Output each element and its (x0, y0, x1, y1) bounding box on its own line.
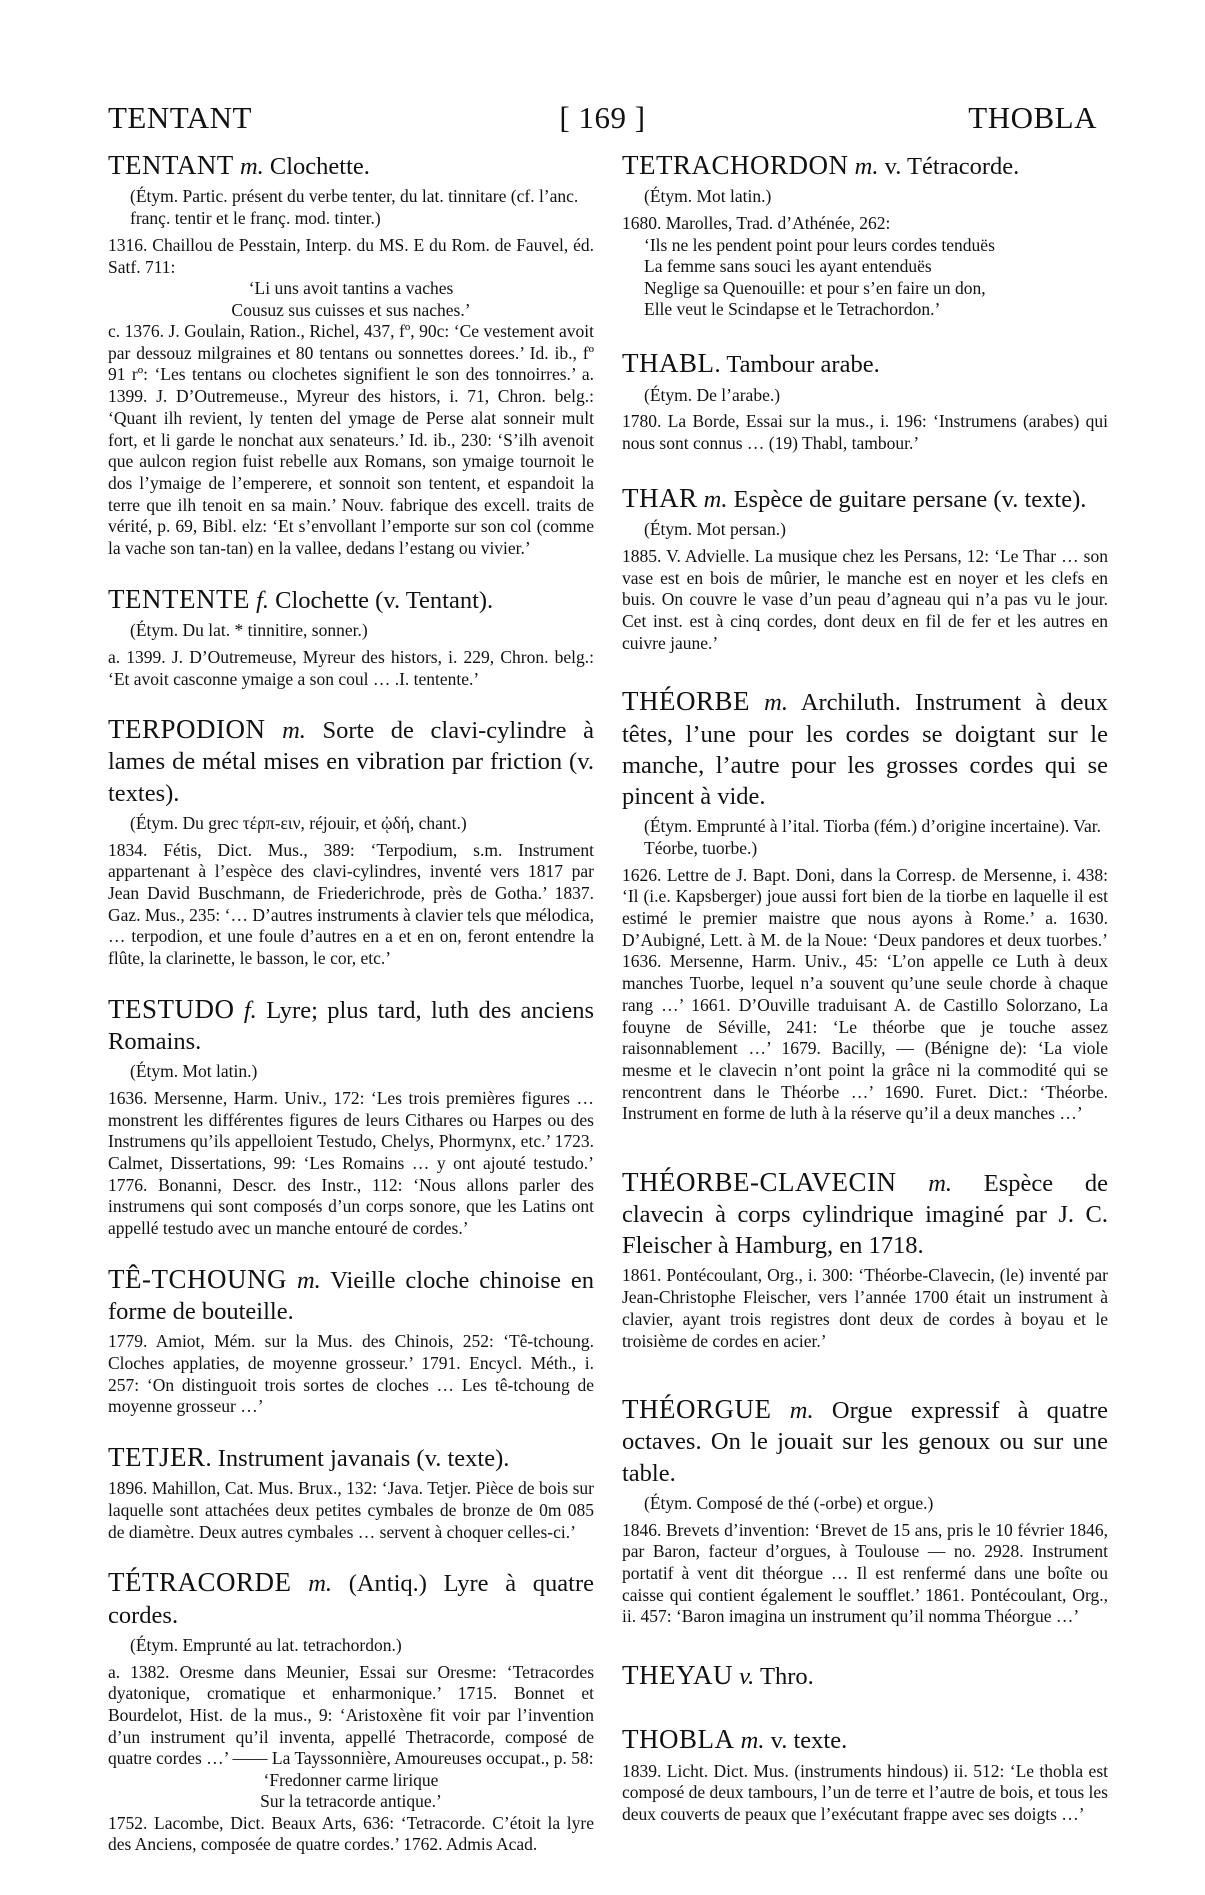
citations: 1626. Lettre de J. Bapt. Doni, dans la Corresp. de Mersenne, i. 438: ‘Il (i.e. Kapsberger) joue aussi fort bien de la tiorbe en laquelle il est estimé le premier maistre que nous ayons à Rome.’ a. 1630. D’Aubigné, Lett. à M. de la Noue: ‘Deux pandores et deux tuorbes.’ 1636. Mersenne, Harm. Univ., 45: ‘L’on appelle ce Luth à deux manches Tuorbe, lequel n’a souvent qu’une seule chorde à chaque rang …’ 1661. D’Ouville traduisant A. de Castillo Solorzano, La fouyne de Séville, 241: ‘Le théorbe que je touche assez raisonnablement …’ 1679. Bacilly, — (Bénigne de): ‘La viole mesme et le clavecin n’ont point la grâce ni la commodité qui se rencontrent dans le Théorbe …’ 1690. Furet. Dict.: ‘Théorbe. Instrument en forme de luth à la réserve qu’il a deux manches …’ (622, 864, 1108, 1124)
verse-quote: ‘Li uns avoit tantins a vaches Cousuz sus cuisses et sus naches.’ (231, 278, 471, 320)
entry-headline (622, 684, 1108, 812)
etymology: (Étym. Emprunté au lat. tetrachordon.) (130, 1634, 402, 1655)
grammatical-gender: m. (740, 1727, 765, 1755)
citations: a. 1382. Oresme dans Meunier, Essai sur Oresme: ‘Tetracordes dyatonique, cromatique et enharmonique.’ 1715. Bonnet et Bourdelot, Hist. de la mus., 9: ‘Aristoxène fit voir par l’invention d’un instrument qu’il inventa, appellé Thetracorde, composé de quatre cordes …’ —— La Tayssonnière, Amoureuses occupat., p. 58: (108, 1661, 594, 1769)
entry-headline (622, 1392, 1108, 1489)
citations: 1636. Mersenne, Harm. Univ., 172: ‘Les trois premières figures … monstrent les différentes figures de leurs Cithares ou Harpes ou des Instrumens qu’ils appelloient Testudo, Chelys, Phormynx, etc.’ 1723. Calmet, Dissertations, 99: ‘Les Romains … y ont ajouté testudo.’ 1776. Bonanni, Descr. des Instr., 112: ‘Nous allons parler des instrumens qui sont composés d’un corps sonore, que les Latins ont appellé testudo avec un manche entouré de cordes.’ (108, 1087, 594, 1239)
cross-reference: Thro. (760, 1663, 814, 1691)
entry-headline (108, 1565, 594, 1630)
verse-quote: ‘Ils ne les pendent point pour leurs cordes tenduës La femme sans souci les ayant entenduës Neglige sa Quenouille: et pour s’en faire un don, Elle veut le Scindapse et le Tetrachordon.’ (644, 234, 995, 319)
entry-te-tchoung (108, 1262, 594, 1418)
left-column (108, 148, 594, 1878)
entry-testudo (108, 992, 594, 1240)
headword: THEYAU (622, 1660, 733, 1691)
entry-headline (622, 481, 1108, 515)
entry-headline (108, 712, 594, 809)
entry-thobla (622, 1722, 1108, 1825)
citations: 1839. Licht. Dict. Mus. (instruments hindous) ii. 512: ‘Le thobla est composé de deux tambours, l’un de terre et l’autre de bois, et tous les deux couverts de peaux que l’exécutant frappe avec ses doigts …’ (622, 1760, 1108, 1824)
entry-terpodion (108, 712, 594, 970)
grammatical-gender: m. (928, 1169, 953, 1197)
entry-thabl (622, 346, 1108, 455)
entry-tetrachordon (622, 148, 1108, 320)
citations: 1779. Amiot, Mém. sur la Mus. des Chinois, 252: ‘Tê-tchoung. Cloches applaties, de moyenne grosseur.’ 1791. Encycl. Méth., i. 257: ‘On distinguoit trois sortes de cloches … Les tê-tchoung de moyenne grosseur …’ (108, 1331, 594, 1417)
entry-headline: THABL. Tambour arabe. (622, 348, 880, 379)
cross-reference-marker: v. (739, 1663, 755, 1691)
definition: Instrument javanais (v. texte). (217, 1444, 510, 1472)
etymology: (Étym. Emprunté à l’ital. Tiorba (fém.) d’origine incertaine). Var. Téorbe, tuorbe.) (644, 815, 1101, 858)
etymology: (Étym. Du lat. * tinnitire, sonner.) (130, 619, 368, 640)
definition: Clochette (v. Tentant). (275, 586, 494, 614)
etymology: (Étym. De l’arabe.) (644, 384, 781, 405)
right-column (622, 148, 1108, 1848)
headword: THÉORGUE (622, 1394, 772, 1425)
entry-headline: TETJER. Instrument javanais (v. texte). (108, 1441, 510, 1472)
definition: v. Tétracorde. (884, 153, 1020, 180)
citations: 1896. Mahillon, Cat. Mus. Brux., 132: ‘Java. Tetjer. Pièce de bois sur laquelle sont attachées deux petites cymbales de bronze de 0m 085 de diamètre. Deux autres cymbales … servent à choquer celles-ci.’ (108, 1478, 594, 1542)
grammatical-gender: m. (308, 1570, 333, 1598)
citations: 1780. La Borde, Essai sur la mus., i. 196: ‘Instrumens (arabes) qui nous sont connus … (19) Thabl, tambour.’ (622, 411, 1108, 454)
headword: TERPODION (108, 714, 266, 745)
definition: Orgue expressif à quatre octaves. On le jouait sur les genoux ou sur une table. (622, 1397, 1109, 1487)
entry-headline (622, 1165, 1108, 1262)
citations: 1316. Chaillou de Pesstain, Interp. du MS. E du Rom. de Fauvel, éd. Satf. 711: (108, 235, 594, 277)
grammatical-gender: m. (296, 1266, 321, 1294)
definition: Archiluth. Instrument à deux têtes, l’une pour les cordes se doigtant sur le manche, l’autre pour les grosses cordes qui se pincent à vide. (622, 689, 1109, 810)
etymology: (Étym. Mot latin.) (130, 1061, 258, 1082)
grammatical-gender: m. (789, 1397, 814, 1425)
citations: a. 1399. J. D’Outremeuse, Myreur des histors, i. 229, Chron. belg.: ‘Et avoit casconne ymaige a son coul … .I. tentente.’ (108, 646, 594, 689)
entry-headline (622, 1722, 1108, 1756)
definition: Vieille cloche chinoise en forme de bouteille. (108, 1266, 595, 1326)
entry-tentente (108, 582, 594, 691)
grammatical-gender: m. (764, 689, 788, 717)
entry-theyau (622, 1658, 1108, 1692)
etymology: (Étym. Mot latin.) (644, 186, 772, 207)
headword: THABL (622, 348, 715, 379)
etymology: (Étym. Mot persan.) (644, 519, 786, 540)
entry-headline (108, 1262, 594, 1327)
headword: TESTUDO (108, 993, 235, 1024)
etymology: (Étym. Composé de thé (-orbe) et orgue.) (644, 1492, 934, 1513)
citations: 1861. Pontécoulant, Org., i. 300: ‘Théorbe-Clavecin, (le) inventé par Jean-Christophe Fleischer, vers l’année 1700 était un instrument à clavier, ayant trois registres dont deux de cordes à boyau et le troisième de cordes en acier.’ (622, 1265, 1108, 1351)
citations: 1885. V. Advielle. La musique chez les Persans, 12: ‘Le Thar … son vase est en bois de mûrier, le manche est en noyer et les clefs en buis. On couvre le vase d’un peau d’agneau qui n’a pas vu le jour. Cet inst. est à cinq cordes, dont deux en fil de fer et les autres en cuivre jaune.’ (622, 545, 1108, 653)
citations: 1834. Fétis, Dict. Mus., 389: ‘Terpodium, s.m. Instrument appartenant à l’espèce des clavi-cylindres, inventé vers 1817 par Jean David Buschmann, de Friederichrode, près de Gotha.’ 1837. Gaz. Mus., 235: ‘… D’autres instruments à clavier tels que mélodica, … terpodion, et une foule d’autres en a et en on, feront entendre la flûte, la clarinette, le basson, le cor, etc.’ (108, 839, 594, 968)
headword: TENTENTE (108, 583, 250, 614)
headword: TÊ-TCHOUNG (108, 1263, 287, 1294)
headword: THÉORBE (622, 686, 750, 717)
citations-continued: 1752. Lacombe, Dict. Beaux Arts, 636: ‘Tetracorde. C’étoit la lyre des Anciens, composée de quatre cordes.’ 1762. Admis Acad. (108, 1812, 594, 1855)
definition: Lyre; plus tard, luth des anciens Romains. (108, 996, 595, 1055)
headword: TÉTRACORDE (108, 1567, 292, 1598)
grammatical-gender: m. (703, 485, 728, 513)
verse-quote: ‘Fredonner carme lirique Sur la tetracorde antique.’ (260, 1769, 442, 1812)
entry-headline (622, 1658, 1108, 1692)
entry-headline (108, 992, 594, 1057)
page-number: [ 169 ] (559, 100, 646, 135)
definition: Clochette. (269, 153, 370, 180)
entry-theorgue (622, 1392, 1108, 1628)
entry-headline (622, 148, 1108, 182)
citations: 1680. Marolles, Trad. d’Athénée, 262: (622, 213, 891, 234)
grammatical-gender: m. (282, 717, 306, 745)
entry-headline (108, 148, 594, 182)
entry-tetjer (108, 1440, 594, 1543)
citations: 1846. Brevets d’invention: ‘Brevet de 15 ans, pris le 10 février 1846, par Baron, facteur d’orgues, à Toulouse — no. 2928. Instrument portatif à vent dit théorgue … Il est renfermé dans une boîte ou caisse qui contient également le soufflet.’ 1861. Pontécoulant, Org., ii. 457: ‘Baron imagina un instrument qu’il nomma Théorgue …’ (622, 1519, 1108, 1627)
citations-continued: c. 1376. J. Goulain, Ration., Richel, 437, fº, 90c: ‘Ce vestement avoit par dessouz milgraines et 80 tentans ou sonnettes dorees.’ Id. ib., fº 91 rº: ‘Les tentans ou clochetes signifient le son des tonnoirres.’ a. 1399. J. D’Outremeuse., Myreur des histors, i. 71, Chron. belg.: ‘Quant ilh revient, ly tenten del ymage de Perse alat sonneir mult fort, et li garde le nonchat aux senateurs.’ Id. ib., 230: ‘S’ilh avenoit que aulcon region fuist rebelle aux Romans, son ymaige tournoit le dos l’ymaige de l’emperere, et sonnoit son tentent, et espandoit la terre que ilh tenoit en sa main.’ Nouv. fabrique des excell. traits de vérité, p. 69, Bibl. elz: ‘Et s’envollant l’emporte sur son col (comme la vache son tan-tan) en la vallee, dedans l’estang ou vivier.’ (108, 321, 594, 558)
etymology: (Étym. Partic. présent du verbe tenter, du lat. tinnitare (cf. l’anc. franç. tentir et le franç. mod. tinter.) (130, 186, 579, 229)
definition: (Antiq.) Lyre à quatre cordes. (108, 1570, 594, 1629)
entry-theorbe-clavecin (622, 1165, 1108, 1352)
headword: TENTANT (108, 150, 234, 180)
definition: v. texte. (770, 1727, 848, 1755)
etymology: (Étym. Du grec τέρπ-ειν, réjouir, et ᾠδή, chant.) (130, 812, 467, 833)
headword: THOBLA (622, 1724, 735, 1755)
headword: TETRACHORDON (622, 150, 849, 180)
headword: TETJER (108, 1441, 206, 1472)
grammatical-gender: m. (239, 153, 264, 180)
definition: Tambour arabe. (726, 351, 880, 379)
entry-thar (622, 481, 1108, 655)
grammatical-gender: f. (243, 996, 257, 1024)
running-head-right: THOBLA (968, 100, 1097, 135)
definition: Espèce de guitare persane (v. texte). (733, 485, 1087, 513)
entry-tentant (108, 148, 594, 560)
definition: Espèce de clavecin à corps cylindrique imaginé par J. C. Fleischer à Hamburg, en 1718. (622, 1169, 1109, 1260)
running-head-left: TENTANT (108, 100, 252, 135)
grammatical-gender: f. (256, 586, 270, 614)
definition: Sorte de clavi-cylindre à lames de métal mises en vibration par friction (v. textes). (108, 717, 595, 807)
headword: THÉORBE-CLAVECIN (622, 1166, 897, 1197)
running-head (108, 100, 1097, 140)
entry-theorbe (622, 684, 1108, 1125)
entry-tetracorde (108, 1565, 594, 1856)
grammatical-gender: m. (854, 153, 879, 180)
headword: THAR (622, 482, 698, 513)
entry-headline (108, 582, 594, 616)
